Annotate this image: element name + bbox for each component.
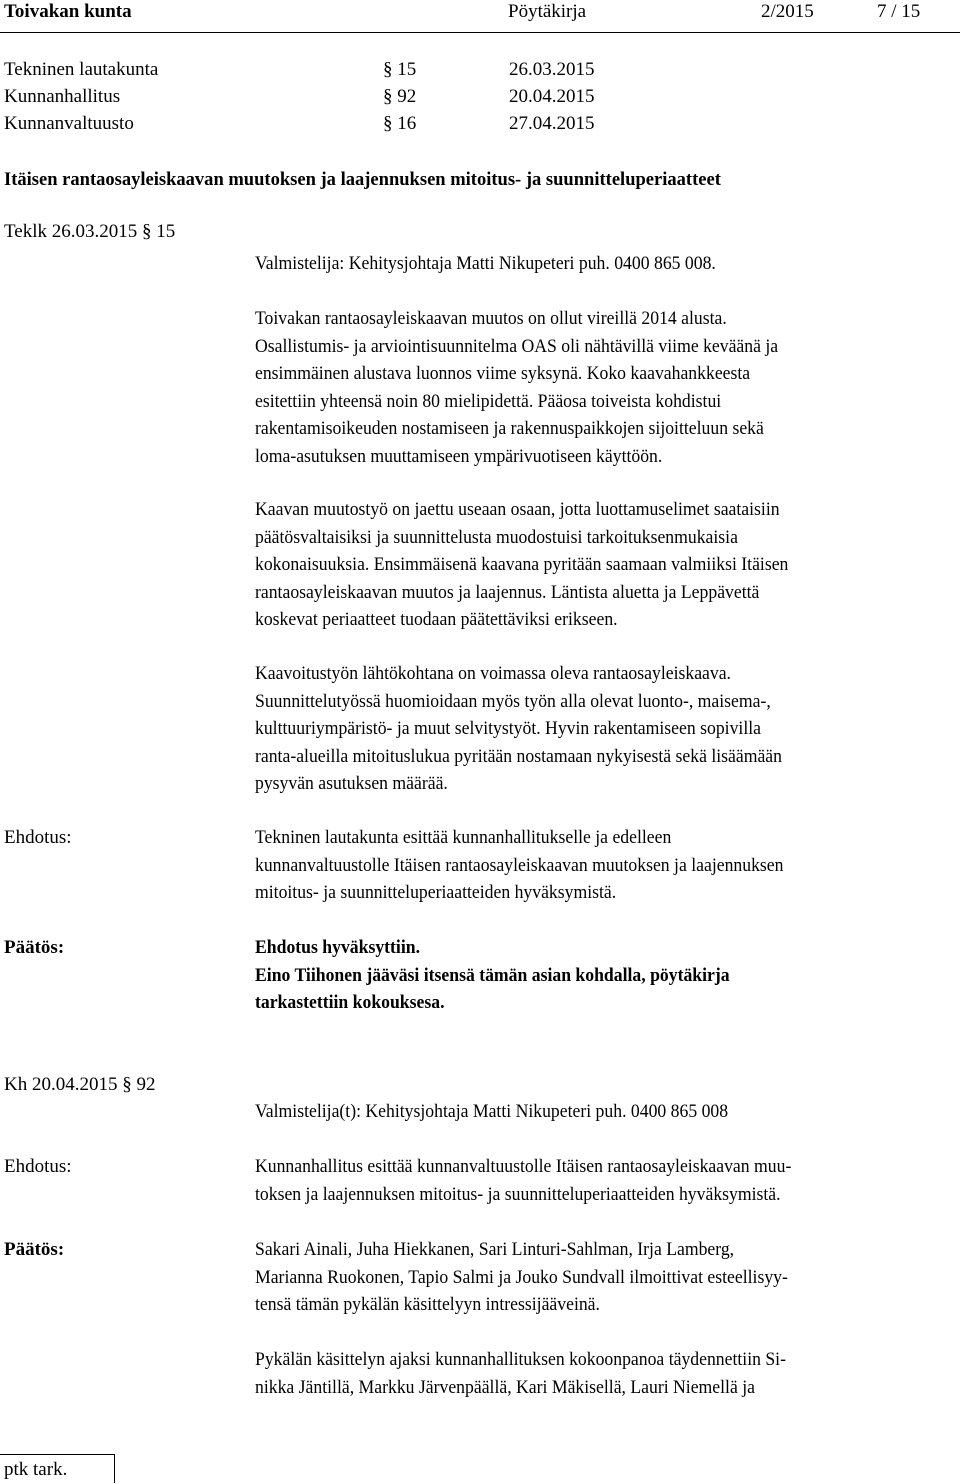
paragraph-line: Kaavan muutostyö on jaettu useaan osaan, jotta luottamuselimet saataisiin: [255, 499, 780, 520]
paragraph-line: nikka Jäntillä, Markku Järvenpäällä, Kari Mäkisellä, Lauri Niemellä ja: [255, 1376, 755, 1398]
paragraph-line: kokonaisuuksia. Ensimmäisenä kaavana pyritään saamaan valmiiksi Itäisen: [255, 554, 789, 575]
check-box-right: [114, 1454, 115, 1483]
kh-decision: [255, 1236, 950, 1319]
paragraph-line: Tekninen lautakunta esittää kunnanhallitukselle ja edelleen: [255, 827, 672, 848]
paragraph-line: mitoitus- ja suunnitteluperiaatteiden hyväksymistä.: [255, 882, 617, 903]
teklk-reference: Teklk 26.03.2015 § 15: [4, 221, 176, 242]
paragraph-line: koskevat periaatteet tuodaan päätettäviksi erikseen.: [255, 609, 618, 630]
paragraph-line: tensä tämän pykälän käsittelyyn intressijääveinä.: [255, 1294, 600, 1315]
paragraph-line: päätösvaltaisiksi ja suunnittelusta muodostuisi tarkoituksenmukaisia: [255, 526, 738, 548]
paragraph-line: Sakari Ainali, Juha Hiekkanen, Sari Linturi-Sahlman, Irja Lamberg,: [255, 1239, 735, 1260]
history-body: Tekninen lautakunta: [4, 59, 159, 80]
paragraph-line: Osallistumis- ja arviointisuunnitelma OAS oli nähtävillä viime keväänä ja: [255, 335, 779, 357]
teklk-proposal: [255, 824, 950, 907]
history-body: Kunnanvaltuusto: [4, 113, 134, 134]
kh-decision-label: Päätös:: [4, 1239, 65, 1260]
kh-preparer: Valmistelija(t): Kehitysjohtaja Matti Nikupeteri puh. 0400 865 008: [255, 1101, 729, 1122]
paragraph-line: tarkastettiin kokouksesa.: [255, 992, 445, 1013]
teklk-proposal-label: Ehdotus:: [4, 827, 72, 848]
paragraph-line: rakentamisoikeuden nostamiseen ja rakennuspaikkojen sijoitteluun sekä: [255, 418, 764, 439]
org-name: Toivakan kunta: [4, 1, 132, 22]
history-body: Kunnanhallitus: [4, 86, 121, 107]
teklk-decision: [255, 934, 950, 1017]
paragraph-line: ensimmäinen alustava luonnos viime syksynä. Koko kaavahankkeesta: [255, 363, 751, 384]
teklk-paragraph-3: [255, 660, 950, 798]
paragraph-line: Eino Tiihonen jääväsi itsensä tämän asian kohdalla, pöytäkirja: [255, 964, 730, 986]
history-date: 20.04.2015: [509, 86, 595, 107]
doc-number: 2/2015: [761, 1, 814, 22]
check-box-top: [0, 1454, 115, 1455]
history-date: 26.03.2015: [509, 59, 595, 80]
history-section: § 15: [383, 59, 417, 80]
paragraph-line: kulttuuriympäristö- ja muut selvitystyöt. Hyvin rakentamiseen sopivilla: [255, 718, 761, 739]
teklk-preparer: Valmistelija: Kehitysjohtaja Matti Nikupeteri puh. 0400 865 008.: [255, 253, 716, 274]
header-rule: [0, 32, 960, 33]
teklk-decision-label: Päätös:: [4, 937, 65, 958]
kh-proposal-label: Ehdotus:: [4, 1156, 72, 1177]
doc-type: Pöytäkirja: [508, 1, 587, 22]
paragraph-line: Pykälän käsittelyn ajaksi kunnanhallituksen kokoonpanoa täydennettiin Si-: [255, 1349, 786, 1370]
paragraph-line: kunnanvaltuustolle Itäisen rantaosayleiskaavan muutoksen ja laajennuksen: [255, 854, 784, 876]
paragraph-line: ranta-alueilla mitoituslukua pyritään nostamaan nykyisestä sekä lisäämään: [255, 745, 782, 767]
kh-proposal: [255, 1153, 950, 1208]
paragraph-line: pysyvän asutuksen määrää.: [255, 773, 448, 794]
page-number: 7 / 15: [877, 1, 921, 22]
teklk-paragraph-2: [255, 496, 950, 634]
history-date: 27.04.2015: [509, 113, 595, 134]
section-title: Itäisen rantaosayleiskaavan muutoksen ja laajennuksen mitoitus- ja suunnitteluperiaatteet: [4, 169, 721, 190]
history-section: § 16: [383, 113, 417, 134]
kh-paragraph-after: [255, 1346, 950, 1401]
teklk-paragraph-1: [255, 305, 950, 470]
paragraph-line: rantaosayleiskaavan muutos ja laajennus. Läntista aluetta ja Leppävettä: [255, 581, 760, 603]
paragraph-line: Kunnanhallitus esittää kunnanvaltuustolle Itäisen rantaosayleiskaavan muu-: [255, 1156, 792, 1177]
kh-reference: Kh 20.04.2015 § 92: [4, 1074, 156, 1095]
paragraph-line: toksen ja laajennuksen mitoitus- ja suunnitteluperiaatteiden hyväksymistä.: [255, 1183, 781, 1205]
check-box-label: ptk tark.: [4, 1459, 68, 1480]
paragraph-line: loma-asutuksen muuttamiseen ympärivuotiseen käyttöön.: [255, 445, 663, 467]
paragraph-line: Ehdotus hyväksyttiin.: [255, 937, 420, 958]
history-section: § 92: [383, 86, 417, 107]
paragraph-line: Suunnittelutyössä huomioidaan myös työn alla olevat luonto-, maisema-,: [255, 690, 771, 712]
paragraph-line: Marianna Ruokonen, Tapio Salmi ja Jouko Sundvall ilmoittivat esteellisyy-: [255, 1266, 788, 1288]
paragraph-line: esitettiin yhteensä noin 80 mielipidettä. Pääosa toiveista kohdistui: [255, 390, 722, 412]
paragraph-line: Toivakan rantaosayleiskaavan muutos on ollut vireillä 2014 alusta.: [255, 308, 727, 329]
paragraph-line: Kaavoitustyön lähtökohtana on voimassa oleva rantaosayleiskaava.: [255, 663, 731, 684]
